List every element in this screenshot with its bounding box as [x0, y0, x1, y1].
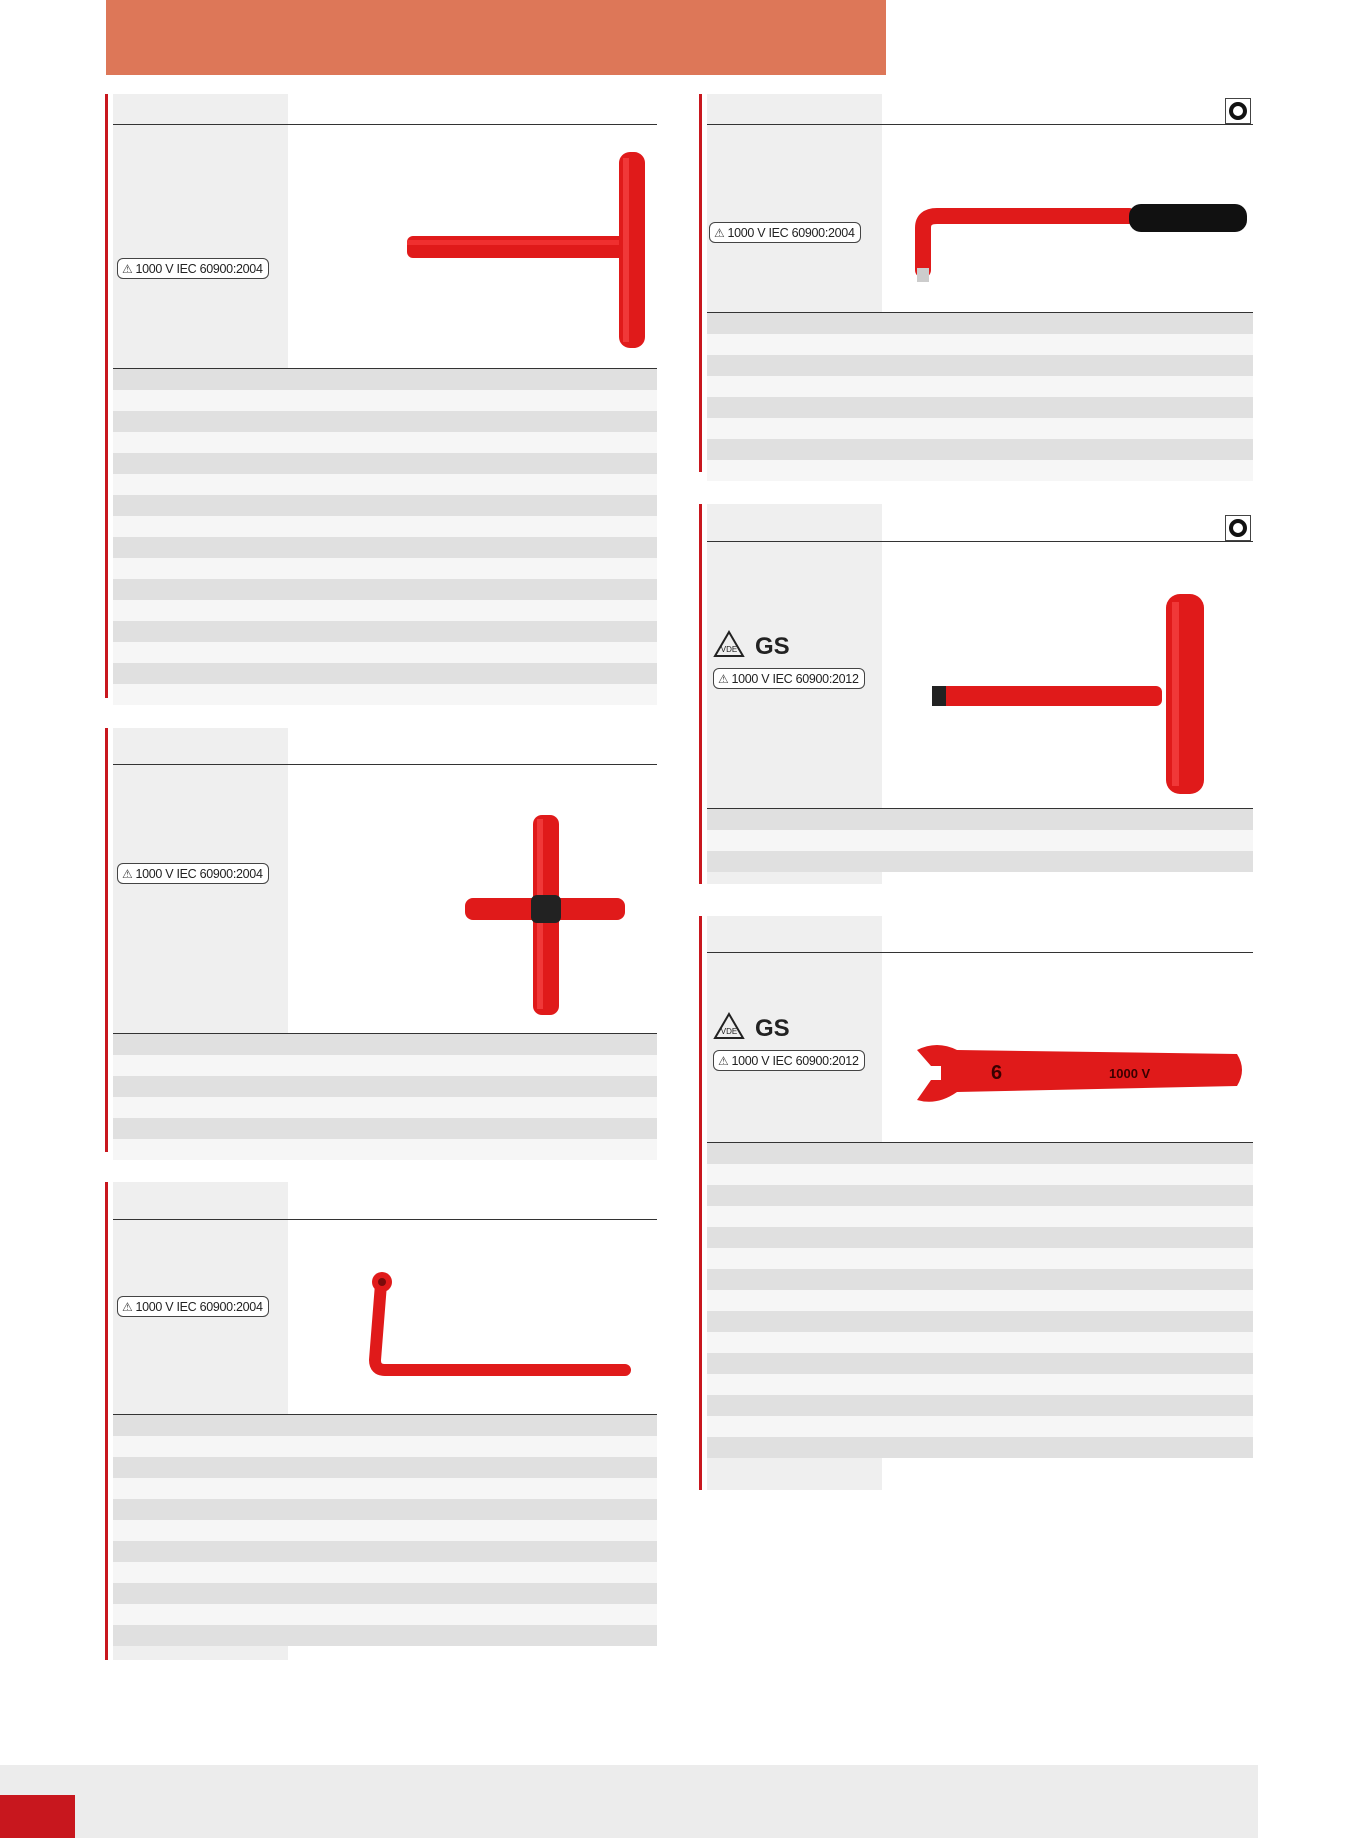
product-card-open-end-wrench: [699, 916, 1253, 1490]
badge-text: 1000 V IEC 60900:2004: [727, 225, 855, 240]
insulation-icon: ⚠: [122, 1299, 133, 1314]
table-row: [113, 1478, 657, 1499]
product-card-t-handle: [105, 94, 657, 698]
title-rule: [113, 1219, 657, 1220]
svg-text:GS: GS: [755, 633, 790, 660]
table-row: [113, 1541, 657, 1562]
bent-wrench-tool-image: [335, 1270, 635, 1380]
footer-page-tab: [0, 1795, 75, 1838]
voltage-badge: [117, 258, 269, 279]
wrench-voltage-label: 1000 V: [1109, 1066, 1151, 1081]
t-handle-tool-image: [405, 150, 655, 350]
cross-wrench-tool-image: [465, 815, 625, 1015]
table-row: [707, 1227, 1253, 1248]
table-row: [707, 418, 1253, 439]
table-row: [113, 1583, 657, 1604]
accent-bar: [699, 504, 702, 884]
product-card-t-handle-hex: [699, 504, 1253, 884]
table-row: [113, 1034, 657, 1055]
table-row: [707, 809, 1253, 830]
table-row: [707, 851, 1253, 872]
insulation-icon: ⚠: [122, 261, 133, 276]
title-rule: [113, 764, 657, 765]
table-row: [707, 334, 1253, 355]
voltage-badge: [713, 1050, 865, 1071]
certification-marks: [713, 1012, 789, 1040]
table-row: [113, 1076, 657, 1097]
table-row: [113, 1625, 657, 1646]
badge-text: 1000 V IEC 60900:2012: [731, 671, 859, 686]
table-row: [113, 1520, 657, 1541]
insulation-icon: ⚠: [718, 1053, 729, 1068]
table-row: [113, 1604, 657, 1625]
table-row: [113, 495, 657, 516]
table-row: [113, 411, 657, 432]
table-row: [113, 684, 657, 705]
product-card-cross-wrench: [105, 728, 657, 1152]
table-row: [113, 642, 657, 663]
accent-bar: [699, 94, 702, 472]
table-row: [707, 1269, 1253, 1290]
spec-table: [113, 1034, 657, 1160]
product-card-bent-wrench: [105, 1182, 657, 1660]
title-rule: [707, 952, 1253, 953]
table-row: [707, 1290, 1253, 1311]
table-row: [707, 1353, 1253, 1374]
ring-socket-icon: [1225, 515, 1251, 541]
table-row: [707, 1206, 1253, 1227]
voltage-badge: [709, 222, 861, 243]
table-row: [113, 1139, 657, 1160]
table-row: [113, 1415, 657, 1436]
table-row: [113, 390, 657, 411]
table-row: [113, 1562, 657, 1583]
insulation-icon: ⚠: [718, 671, 729, 686]
gs-mark-icon: [755, 1012, 789, 1040]
table-row: [113, 558, 657, 579]
product-card-hex-l-key: [699, 94, 1253, 472]
svg-text:GS: GS: [755, 1015, 790, 1042]
gs-mark-icon: [755, 630, 789, 658]
table-row: [707, 460, 1253, 481]
table-row: [707, 1143, 1253, 1164]
svg-text:VDE: VDE: [720, 645, 738, 654]
spec-table: [707, 809, 1253, 872]
table-row: [113, 516, 657, 537]
badge-text: 1000 V IEC 60900:2004: [135, 1299, 263, 1314]
table-row: [113, 453, 657, 474]
spec-table: [113, 1415, 657, 1646]
title-rule: [707, 541, 1253, 542]
table-row: [707, 1248, 1253, 1269]
table-row: [113, 1118, 657, 1139]
table-row: [707, 439, 1253, 460]
table-row: [113, 432, 657, 453]
table-row: [707, 830, 1253, 851]
table-row: [113, 600, 657, 621]
footer-band: [0, 1765, 1258, 1838]
spec-table: [707, 313, 1253, 481]
spec-table: [707, 1143, 1253, 1458]
voltage-badge: [117, 863, 269, 884]
title-rule: [707, 124, 1253, 125]
table-row: [707, 1185, 1253, 1206]
table-row: [113, 1499, 657, 1520]
hex-l-key-tool-image: [909, 204, 1249, 284]
table-row: [707, 1164, 1253, 1185]
badge-text: 1000 V IEC 60900:2012: [731, 1053, 859, 1068]
insulation-icon: ⚠: [122, 866, 133, 881]
voltage-badge: [713, 668, 865, 689]
insulation-icon: ⚠: [714, 225, 725, 240]
table-row: [707, 1416, 1253, 1437]
vde-mark-icon: [713, 1012, 745, 1040]
table-row: [113, 579, 657, 600]
table-row: [113, 663, 657, 684]
title-rule: [113, 124, 657, 125]
ring-socket-icon: [1225, 98, 1251, 124]
accent-bar: [105, 94, 108, 698]
badge-text: 1000 V IEC 60900:2004: [135, 866, 263, 881]
table-row: [113, 1436, 657, 1457]
table-row: [707, 1395, 1253, 1416]
badge-text: 1000 V IEC 60900:2004: [135, 261, 263, 276]
header-band: [106, 0, 886, 75]
table-row: [113, 621, 657, 642]
table-row: [113, 1055, 657, 1076]
table-row: [707, 1374, 1253, 1395]
svg-text:VDE: VDE: [720, 1027, 738, 1036]
table-row: [707, 1437, 1253, 1458]
table-row: [113, 1097, 657, 1118]
table-row: [113, 1457, 657, 1478]
certification-marks: [713, 630, 789, 658]
table-row: [707, 355, 1253, 376]
vde-mark-icon: [713, 630, 745, 658]
table-row: [113, 537, 657, 558]
t-handle-hex-tool-image: [932, 594, 1242, 794]
table-row: [113, 369, 657, 390]
wrench-size-label: 6: [991, 1062, 1003, 1084]
accent-bar: [105, 728, 108, 1152]
table-row: [707, 397, 1253, 418]
accent-bar: [699, 916, 702, 1490]
table-row: [707, 1332, 1253, 1353]
accent-bar: [105, 1182, 108, 1660]
spec-table: [113, 369, 657, 705]
table-row: [707, 376, 1253, 397]
table-row: [113, 474, 657, 495]
voltage-badge: [117, 1296, 269, 1317]
table-row: [707, 1311, 1253, 1332]
open-end-wrench-tool-image: [907, 1040, 1247, 1110]
table-row: [707, 313, 1253, 334]
